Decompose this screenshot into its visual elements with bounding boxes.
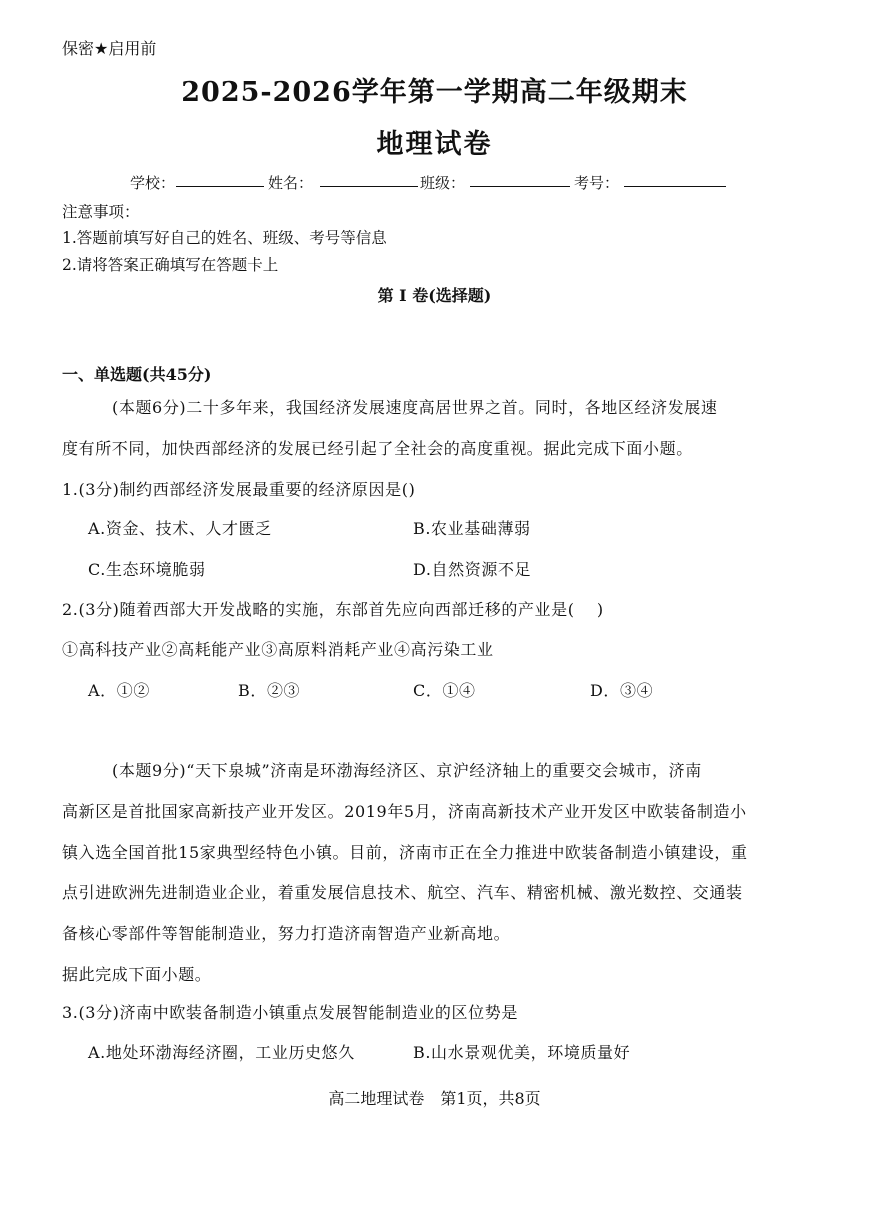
passage2-line: 据此完成下面小题。 [62, 965, 212, 984]
secret-label: 保密★启用前 [62, 39, 157, 58]
q1-option-b: B.农业基础薄弱 [413, 519, 531, 538]
passage2-line: (本题9分)“天下泉城”济南是环渤海经济区、京沪经济轴上的重要交会城市，济南 [112, 761, 702, 780]
q2-option-a: A．①② [88, 681, 150, 700]
passage1-line: (本题6分)二十多年来，我国经济发展速度高居世界之首。同时，各地区经济发展速 [112, 398, 718, 417]
question-2-items: ①高科技产业②高耗能产业③高原料消耗产业④高污染工业 [62, 640, 494, 659]
notes-title: 注意事项： [62, 203, 140, 221]
q1-option-a: A.资金、技术、人才匮乏 [88, 519, 272, 538]
notes-item-2: 2.请将答案正确填写在答题卡上 [62, 256, 279, 274]
question-3-stem: 3.(3分)济南中欧装备制造小镇重点发展智能制造业的区位势是 [62, 1003, 518, 1022]
q2-option-d: D．③④ [590, 681, 654, 700]
part-title: 第 I 卷(选择题) [377, 286, 492, 305]
passage2-line: 高新区是首批国家高新技产业开发区。2019年5月，济南高新技术产业开发区中欧装备制造小 [62, 802, 747, 821]
exam-subject-title: 地理试卷 [376, 129, 493, 160]
school-label: 学校： [130, 174, 176, 192]
q3-option-a: A.地处环渤海经济圈，工业历史悠久 [88, 1043, 355, 1062]
question-2-stem: 2.(3分)随着西部大开发战略的实施，东部首先应向西部迁移的产业是( ) [62, 600, 604, 619]
section-title: 一、单选题(共45分) [62, 365, 212, 384]
passage2-line: 备核心零部件等智能制造业，努力打造济南智造产业新高地。 [62, 924, 511, 943]
exam-no-blank[interactable] [624, 172, 726, 187]
passage2-line: 镇入选全国首批15家典型经特色小镇。目前，济南市正在全力推进中欧装备制造小镇建设，重 [62, 843, 748, 862]
passage2-line: 点引进欧洲先进制造业企业，着重发展信息技术、航空、汽车、精密机械、激光数控、交通装 [62, 883, 743, 902]
exam-title: 2025-2026学年第一学期高二年级期末 [181, 77, 688, 108]
q2-option-b: B．②③ [238, 681, 301, 700]
passage1-line: 度有所不同，加快西部经济的发展已经引起了全社会的高度重视。据此完成下面小题。 [62, 439, 693, 458]
q1-option-d: D.自然资源不足 [413, 560, 532, 579]
q1-option-c: C.生态环境脆弱 [88, 560, 206, 579]
q2-option-c: C．①④ [413, 681, 476, 700]
page-footer: 高二地理试卷 第1页，共8页 [328, 1089, 541, 1108]
name-blank[interactable] [320, 172, 418, 187]
notes-item-1: 1.答题前填写好自己的姓名、班级、考号等信息 [62, 229, 387, 247]
q3-option-b: B.山水景观优美，环境质量好 [413, 1043, 631, 1062]
school-blank[interactable] [176, 172, 264, 187]
exam-no-label: 考号： [574, 174, 620, 192]
name-label: 姓名： [268, 174, 314, 192]
class-label: 班级： [420, 174, 466, 192]
question-1-stem: 1.(3分)制约西部经济发展最重要的经济原因是() [62, 480, 416, 499]
class-blank[interactable] [470, 172, 570, 187]
